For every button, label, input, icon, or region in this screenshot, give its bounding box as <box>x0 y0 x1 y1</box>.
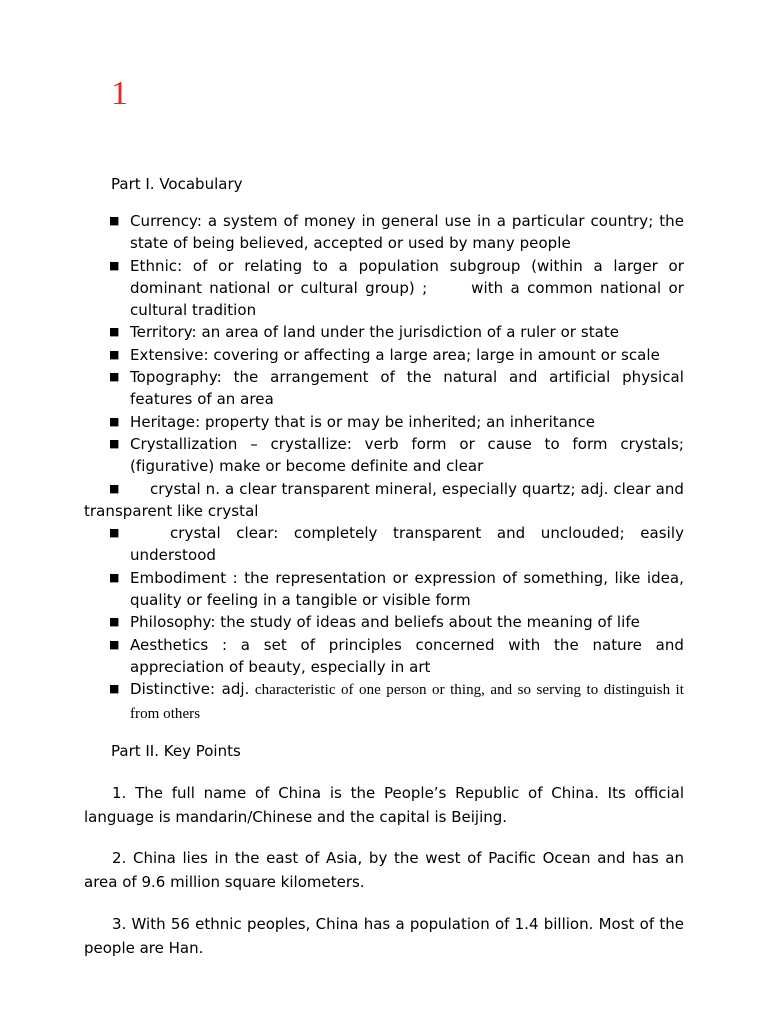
square-bullet-icon: ■ <box>109 570 120 584</box>
square-bullet-icon: ■ <box>109 325 120 339</box>
list-item <box>0 567 768 612</box>
vocab-entry-embodiment: Embodiment : the representation or expression of something, like idea, quality or feeling in a tangible or visible form <box>130 568 684 610</box>
page-number: 1 <box>111 75 128 112</box>
square-bullet-icon: ■ <box>109 615 120 629</box>
vocab-entry-topography: Topography: the arrangement of the natural and artificial physical features of an area <box>130 368 684 409</box>
list-item <box>0 411 768 433</box>
square-bullet-icon: ■ <box>109 637 120 651</box>
square-bullet-icon: ■ <box>109 526 120 540</box>
list-item <box>0 366 768 411</box>
square-bullet-icon: ■ <box>109 370 120 384</box>
key-point-3: 3. With 56 ethnic peoples, China has a population of 1.4 billion. Most of the people are Han. <box>84 915 684 957</box>
square-bullet-icon: ■ <box>109 347 120 361</box>
square-bullet-icon: ■ <box>109 414 120 428</box>
part2-heading: Part II. Key Points <box>111 742 241 760</box>
list-item <box>0 611 768 633</box>
vocabulary-list <box>0 210 768 725</box>
vocab-entry-philosophy: Philosophy: the study of ideas and beliefs about the meaning of life <box>130 613 640 632</box>
list-item <box>0 678 768 725</box>
list-item <box>0 255 768 322</box>
vocab-entry-extensive: Extensive: covering or affecting a large area; large in amount or scale <box>130 345 660 364</box>
vocab-entry-crystal-clear: crystal clear: completely transparent and unclouded; easily understood <box>130 524 684 565</box>
square-bullet-icon: ■ <box>109 682 120 696</box>
list-item <box>0 433 768 478</box>
vocab-entry-crystal: crystal n. a clear transparent mineral, especially quartz; adj. clear and transparent like crystal <box>84 479 684 520</box>
vocab-entry-aesthetics: Aesthetics : a set of principles concerned with the nature and appreciation of beauty, especially in art <box>130 635 684 676</box>
list-item <box>0 321 768 343</box>
list-item <box>0 210 768 255</box>
vocab-definition-distinctive: characteristic of one person or thing, and so serving to distinguish it from others <box>130 682 684 722</box>
key-point-1: 1. The full name of China is the People’s Republic of China. Its official language is mandarin/Chinese and the capital is Beijing. <box>84 784 684 826</box>
key-point-2: 2. China lies in the east of Asia, by the west of Pacific Ocean and has an area of 9.6 million square kilometers. <box>84 849 684 891</box>
vocab-entry-territory: Territory: an area of land under the jurisdiction of a ruler or state <box>130 323 620 342</box>
part1-heading: Part I. Vocabulary <box>111 175 243 193</box>
vocab-entry-ethnic: Ethnic: of or relating to a population subgroup (within a larger or dominant national or cultural group) ; with a common national or cultural tradition <box>130 256 684 320</box>
square-bullet-icon: ■ <box>109 214 120 227</box>
list-item <box>0 478 768 523</box>
vocab-entry-distinctive <box>130 680 684 721</box>
vocab-entry-crystallization: Crystallization – crystallize: verb form or cause to form crystals; (figurative) make or become definite and clear <box>130 434 684 476</box>
vocab-entry-currency: Currency: a system of money in general use in a particular country; the state of being believed, accepted or used by many people <box>130 212 684 253</box>
list-item <box>0 344 768 366</box>
list-item <box>0 522 768 567</box>
square-bullet-icon: ■ <box>109 436 120 450</box>
list-item <box>0 634 768 679</box>
square-bullet-icon: ■ <box>109 258 120 272</box>
vocab-term-distinctive: Distinctive: adj. <box>130 680 250 699</box>
square-bullet-icon: ■ <box>109 481 120 495</box>
vocab-entry-heritage: Heritage: property that is or may be inherited; an inheritance <box>130 412 596 431</box>
